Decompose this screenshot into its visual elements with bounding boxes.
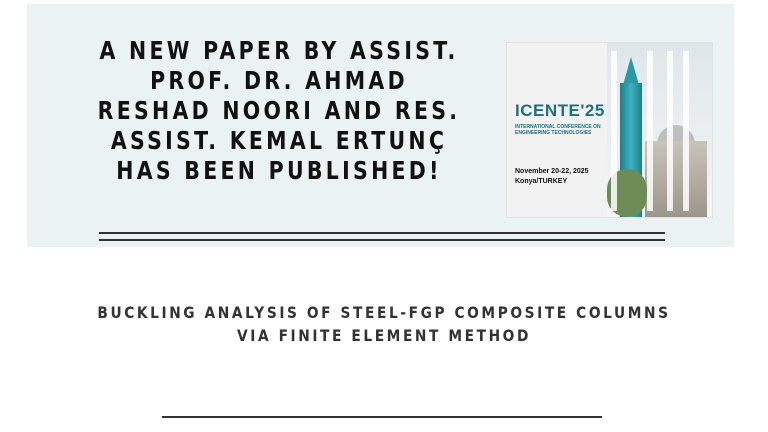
poster-date: November 20-22, 2025 [515,168,589,175]
poster-subtitle: INTERNATIONAL CONFERENCE ON ENGINEERING TECHNOLOGIES [515,124,601,136]
building-image [645,141,707,217]
paper-title [88,301,680,347]
poster-stripe [667,51,673,211]
poster-location: Konya/TURKEY [515,178,568,185]
poster-date-location [515,167,625,187]
poster-stripe [683,51,689,211]
announcement-headline: A NEW PAPER BY ASSIST. PROF. DR. AHMAD RESHAD NOORI AND RES. ASSIST. KEMAL ERTUNÇ HAS BEEN PUBLISHED! [97,36,461,185]
poster-stripe [647,51,653,211]
conference-poster [506,42,713,218]
paper-title-line-1: BUCKLING ANALYSIS OF STEEL-FGP COMPOSITE COLUMNS [97,303,671,322]
poster-title: ICENTE'25 [515,101,605,120]
paper-title-line-2: VIA FINITE ELEMENT METHOD [237,326,531,345]
footer-divider [162,416,602,418]
minaret-icon [623,57,639,85]
divider-bottom [99,239,665,241]
divider-top [99,232,665,234]
